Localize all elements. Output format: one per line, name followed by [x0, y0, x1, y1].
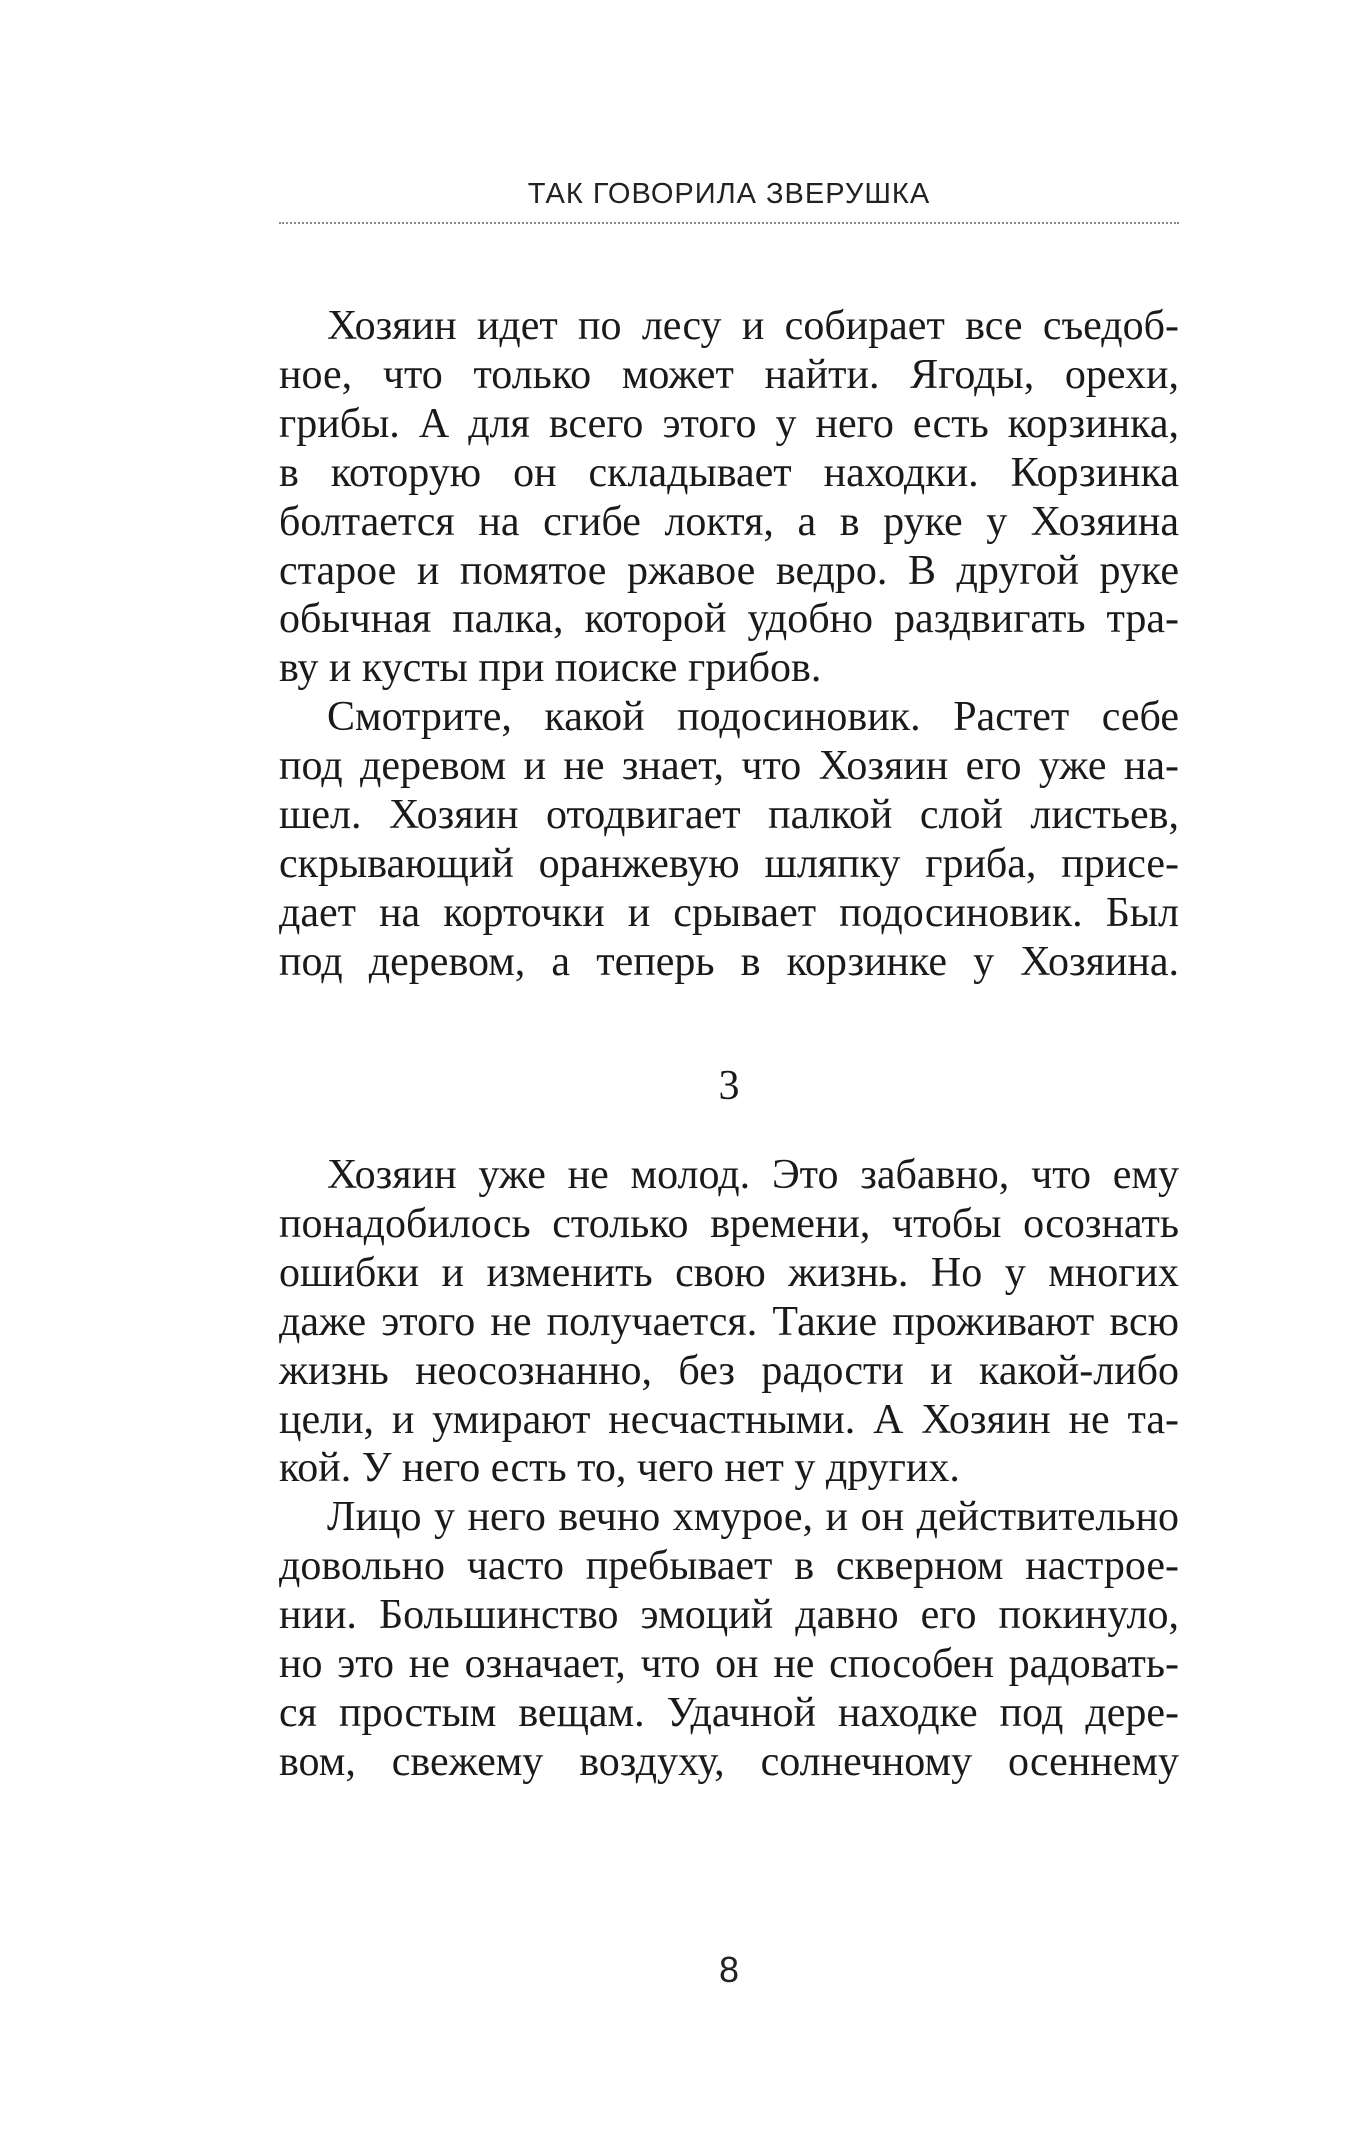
paragraph: [279, 302, 1179, 693]
paragraph: [279, 1151, 1179, 1493]
text-line: дает на корточки и срывает подосиновик. Был: [279, 889, 1179, 936]
text-line: Хозяин уже не молод. Это забавно, что ему: [327, 1152, 1179, 1198]
page-number: 8: [718, 1949, 740, 1990]
text-line: болтается на сгибе локтя, а в руке у Хозяина: [279, 498, 1179, 545]
text-line: нии. Большинство эмоций давно его покинуло,: [279, 1592, 1179, 1639]
header-divider: [279, 222, 1179, 224]
text-line: ся простым вещам. Удачной находке под дере-: [279, 1689, 1179, 1736]
text-line: шел. Хозяин отодвигает палкой слой листьев,: [279, 792, 1179, 839]
running-head: ТАК ГОВОРИЛА ЗВЕРУШКА: [527, 178, 931, 210]
text-line: кой. У него есть то, чего нет у других.: [279, 1445, 960, 1492]
text-line: грибы. А для всего этого у него есть корзинка,: [279, 400, 1179, 447]
text-line: жизнь неосознанно, без радости и какой-либо: [279, 1347, 1179, 1394]
text-line: цели, и умирают несчастными. А Хозяин не та-: [279, 1396, 1179, 1443]
text-line: вом, свежему воздуху, солнечному осеннему: [279, 1738, 1179, 1785]
text-line: обычная палка, которой удобно раздвигать тра-: [279, 596, 1179, 643]
section-number: 3: [718, 1063, 740, 1109]
text-line: скрывающий оранжевую шляпку гриба, присе-: [279, 840, 1179, 887]
text-line: ное, что только может найти. Ягоды, орехи,: [279, 351, 1179, 398]
text-line: ву и кусты при поиске грибов.: [279, 645, 822, 692]
text-line: даже этого не получается. Такие проживают всю: [279, 1298, 1179, 1345]
text-block-2: [279, 1151, 1179, 1787]
text-line: под деревом и не знает, что Хозяин его уже на-: [279, 743, 1179, 790]
text-line: но это не означает, что он не способен радовать-: [279, 1641, 1179, 1688]
text-line: старое и помятое ржавое ведро. В другой руке: [279, 547, 1179, 594]
text-line: Лицо у него вечно хмурое, и он действительно: [327, 1494, 1179, 1541]
text-line: понадобилось столько времени, чтобы осознать: [279, 1200, 1179, 1247]
paragraph: [279, 1493, 1179, 1786]
text-line: довольно часто пребывает в скверном настрое-: [279, 1543, 1179, 1590]
text-block-1: [279, 302, 1179, 987]
text-line: в которую он складывает находки. Корзинка: [279, 449, 1179, 496]
text-line: Смотрите, какой подосиновик. Растет себе: [327, 694, 1179, 741]
text-line: Хозяин идет по лесу и собирает все съедоб-: [327, 303, 1179, 349]
paragraph: [279, 693, 1179, 986]
text-line: ошибки и изменить свою жизнь. Но у многих: [279, 1249, 1179, 1296]
text-line: под деревом, а теперь в корзинке у Хозяина.: [279, 938, 1179, 985]
